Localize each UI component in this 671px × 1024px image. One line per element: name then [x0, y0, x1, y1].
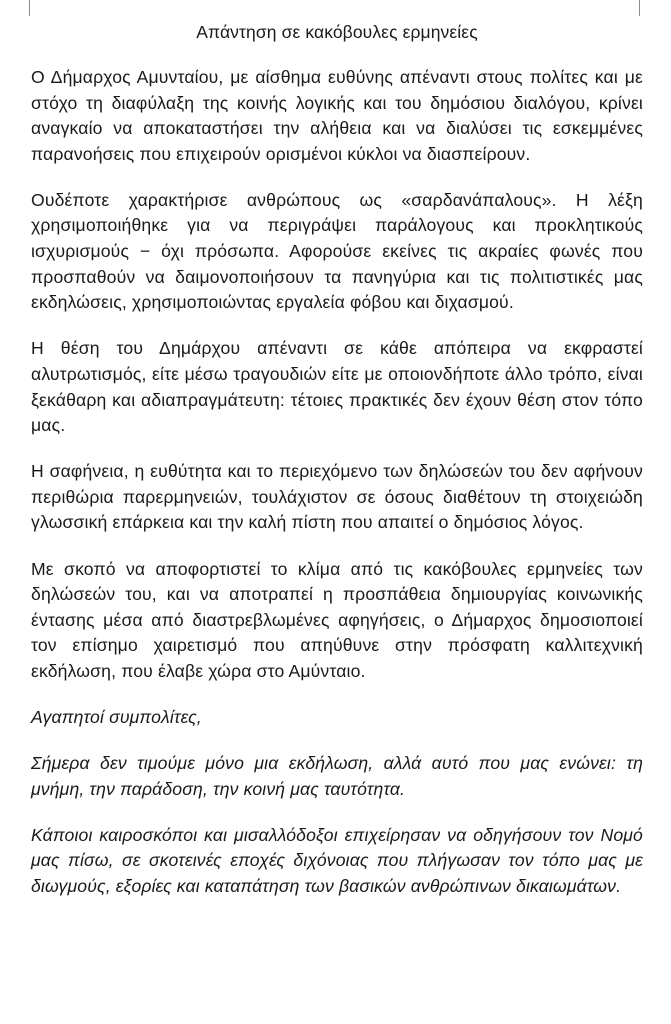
document-body [31, 19, 643, 920]
paragraph-2: Ουδέποτε χαρακτήρισε ανθρώπους ως «σαρδανάπαλους». Η λέξη χρησιμοποιήθηκε για να περιγράψει παράλογους και προκλητικούς ισχυρισμούς − όχι πρόσωπα. Αφορούσε εκείνες τις ακραίες φωνές που προσπαθούν να δαιμονοποιήσουν τα πανηγύρια και τις πολιτιστικές μας εκδηλώσεις, χρησιμοποιώντας εργαλεία φόβου και διχασμού. [31, 189, 643, 313]
speech-paragraph-2: Κάποιοι καιροσκόποι και μισαλλόδοξοι επιχείρησαν να οδηγήσουν τον Νομό μας πίσω, σε σκοτεινές εποχές διχόνοιας που πλήγωσαν τον τόπο μας με διωγμούς, εξορίες και καταπάτηση των βασικών ανθρώπινων δικαιωμάτων. [31, 824, 643, 896]
speech-greeting: Αγαπητοί συμπολίτες, [31, 706, 202, 727]
paragraph-1: Ο Δήμαρχος Αμυνταίου, με αίσθημα ευθύνης απέναντι στους πολίτες και με στόχο τη διαφύλαξη της κοινής λογικής και του δημόσιου διαλόγου, κρίνει αναγκαίο να αποκαταστήσει την αλήθεια και να διαλύσει τις εσκεμμένες παρανοήσεις που επιχειρούν ορισμένοι κύκλοι να διασπείρουν. [31, 67, 643, 164]
document-title: Απάντηση σε κακόβουλες ερμηνείες [196, 22, 478, 42]
speech-paragraph-1: Σήμερα δεν τιμούμε μόνο μια εκδήλωση, αλλά αυτό που μας ενώνει: τη μνήμη, την παράδοση, την κοινή μας ταυτότητα. [31, 753, 643, 799]
page-corner-mark-left [29, 0, 30, 16]
paragraph-5: Με σκοπό να αποφορτιστεί το κλίμα από τις κακόβουλες ερμηνείες των δηλώσεών του, και να αποτραπεί η προσπάθεια δημιουργίας κοινωνικής έντασης μέσα από διαστρεβλωμένες αφηγήσεις, ο Δήμαρχος δημοσιοποιεί τον επίσημο χαιρετισμό που απηύθυνε στην πρόσφατη καλλιτεχνική εκδήλωση, που έλαβε χώρα στο Αμύνταιο. [31, 558, 643, 681]
paragraph-4: Η σαφήνεια, η ευθύτητα και το περιεχόμενο των δηλώσεών του δεν αφήνουν περιθώρια παρερμηνειών, τουλάχιστον σε όσους διαθέτουν τη στοιχειώδη γλωσσική επάρκεια και την καλή πίστη που απαιτεί ο δημόσιος λόγος. [31, 461, 643, 533]
paragraph-3: Η θέση του Δημάρχου απέναντι σε κάθε απόπειρα να εκφραστεί αλυτρωτισμός, είτε μέσω τραγουδιών είτε με οποιονδήποτε άλλο τρόπο, είναι ξεκάθαρη και αδιαπραγμάτευτη: τέτοιες πρακτικές δεν έχουν θέση στον τόπο μας. [31, 338, 643, 436]
page-corner-mark-right [639, 0, 640, 16]
